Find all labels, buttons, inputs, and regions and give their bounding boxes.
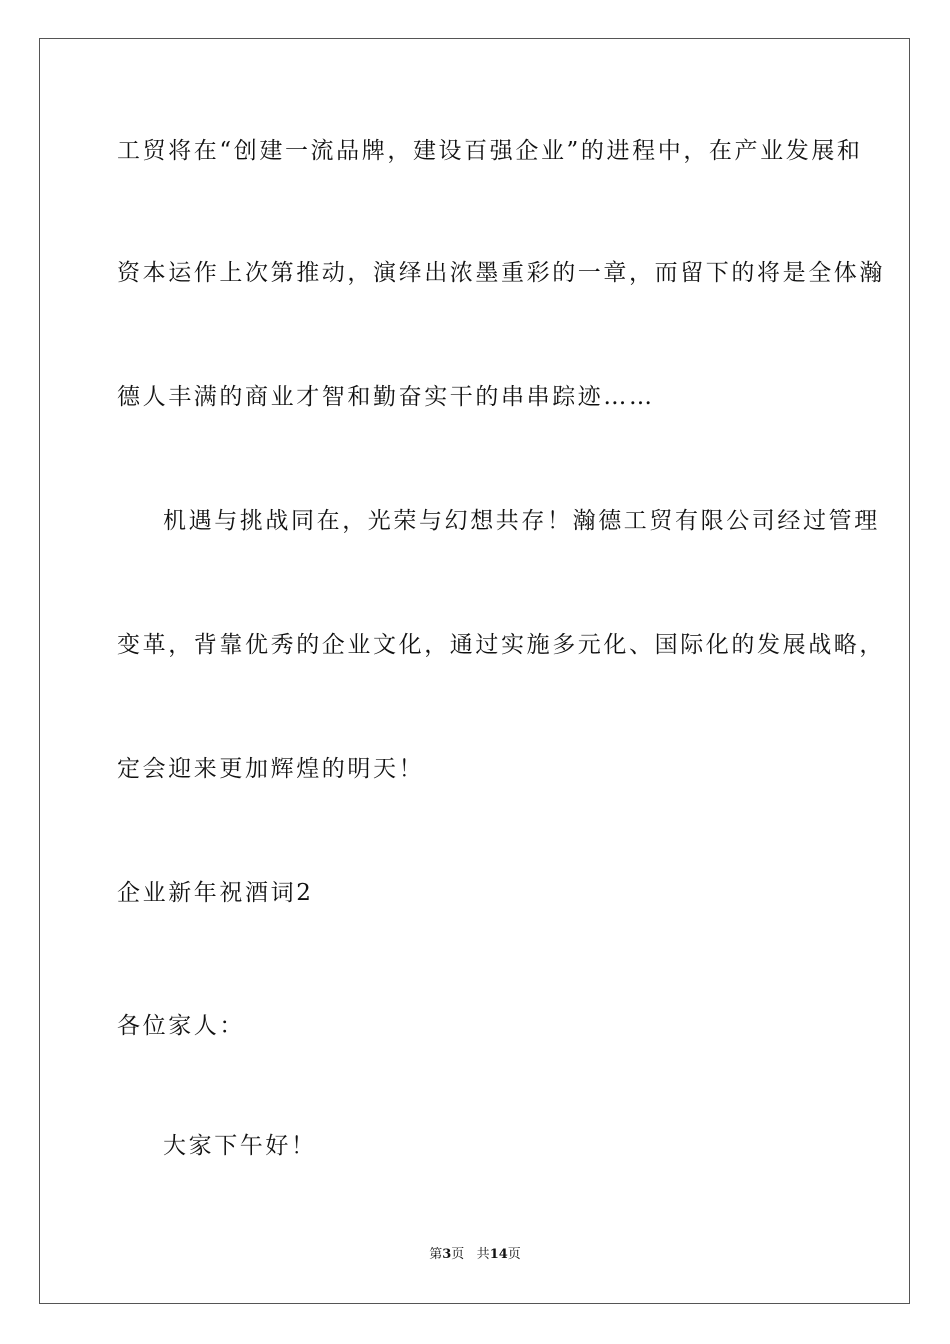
greeting: 大家下午好！	[163, 1133, 317, 1159]
body-text-line: 变革，背靠优秀的企业文化，通过实施多元化、国际化的发展战略，	[117, 632, 885, 658]
page-suffix: 页	[451, 1247, 465, 1262]
section-heading: 企业新年祝酒词2	[117, 880, 314, 906]
total-suffix: 页	[507, 1247, 521, 1262]
body-text-line: 工贸将在“创建一流品牌，建设百强企业”的进程中，在产业发展和	[117, 138, 863, 164]
total-pages: 14	[489, 1247, 508, 1262]
page-number: 3	[442, 1247, 452, 1262]
salutation: 各位家人：	[117, 1013, 245, 1039]
body-text-line: 资本运作上次第推动，演绎出浓墨重彩的一章，而留下的将是全体瀚	[117, 260, 885, 286]
page-footer	[0, 1246, 950, 1264]
page-border	[39, 38, 910, 1304]
body-text-line: 定会迎来更加辉煌的明天！	[117, 756, 425, 782]
paragraph-first-line: 机遇与挑战同在，光荣与幻想共存！瀚德工贸有限公司经过管理	[163, 508, 880, 534]
page-prefix: 第	[429, 1247, 443, 1262]
body-text-line: 德人丰满的商业才智和勤奋实干的串串踪迹……	[117, 384, 655, 410]
total-prefix: 共	[476, 1247, 490, 1262]
